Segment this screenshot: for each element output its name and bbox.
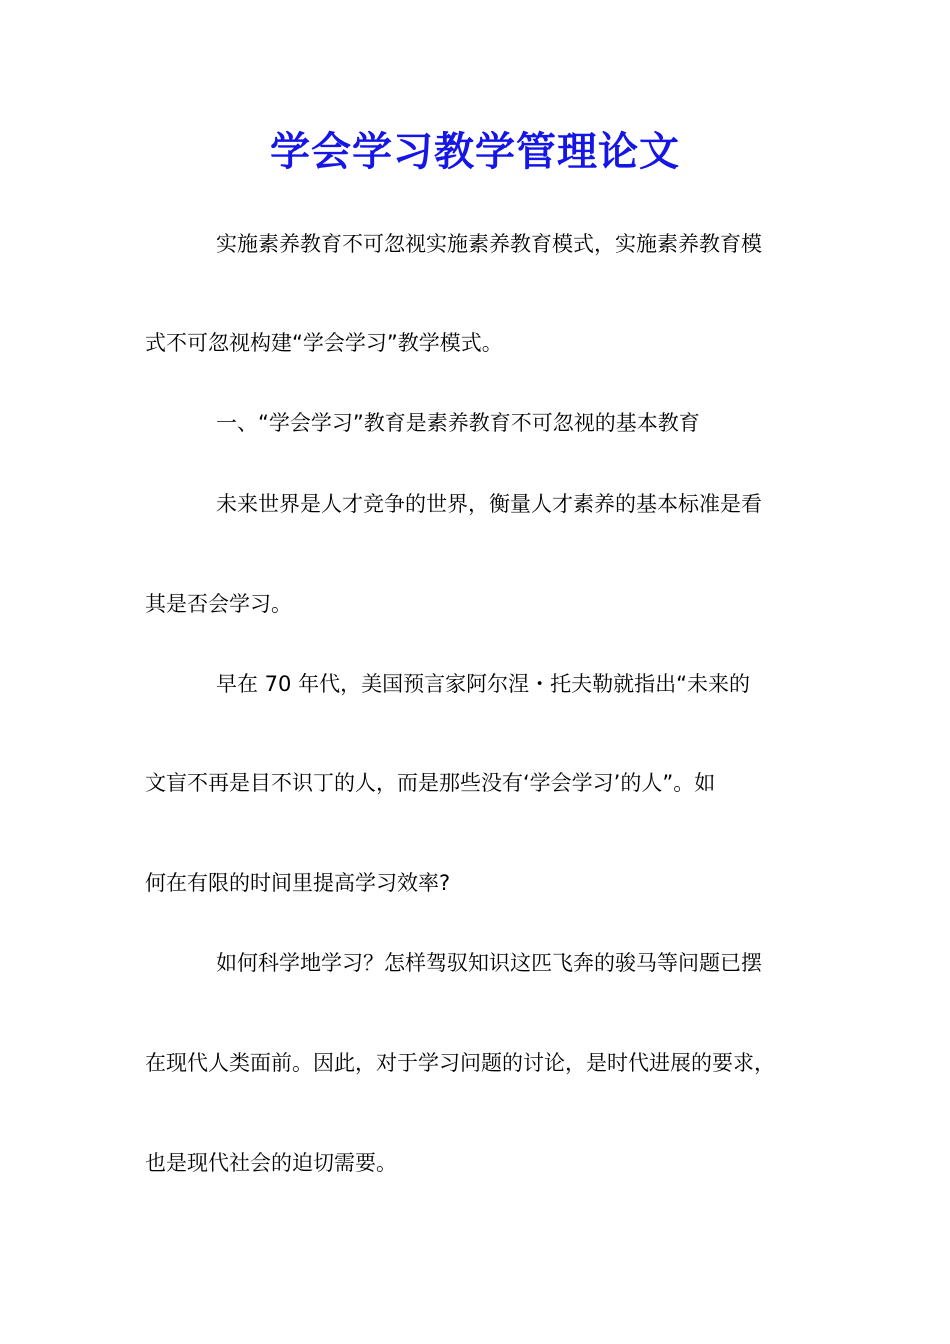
- paragraph-line-7: 何在有限的时间里提高学习效率?: [145, 871, 451, 895]
- paragraph-line-8: 如何科学地学习？怎样驾驭知识这匹飞奔的骏马等问题已摆: [216, 951, 762, 975]
- paragraph-line-4: 其是否会学习。: [145, 592, 292, 616]
- paragraph-line-10: 也是现代社会的迫切需要。: [145, 1151, 397, 1175]
- paragraph-line-1: 实施素养教育不可忽视实施素养教育模式，实施素养教育模: [216, 232, 762, 256]
- paragraph-line-2: 式不可忽视构建“学会学习”教学模式。: [145, 331, 503, 355]
- paragraph-line-3: 未来世界是人才竞争的世界，衡量人才素养的基本标准是看: [216, 492, 762, 516]
- document-title: 学会学习教学管理论文: [270, 128, 680, 175]
- section-heading-1: 一、“学会学习”教育是素养教育不可忽视的基本教育: [216, 411, 700, 435]
- paragraph-line-5: 早在 70 年代，美国预言家阿尔涅・托夫勒就指出“未来的: [216, 672, 750, 696]
- paragraph-line-6: 文盲不再是目不识丁的人，而是那些没有‘学会学习’的人”。如: [145, 771, 716, 795]
- paragraph-line-9: 在现代人类面前。因此，对于学习问题的讨论，是时代进展的要求，: [145, 1051, 775, 1075]
